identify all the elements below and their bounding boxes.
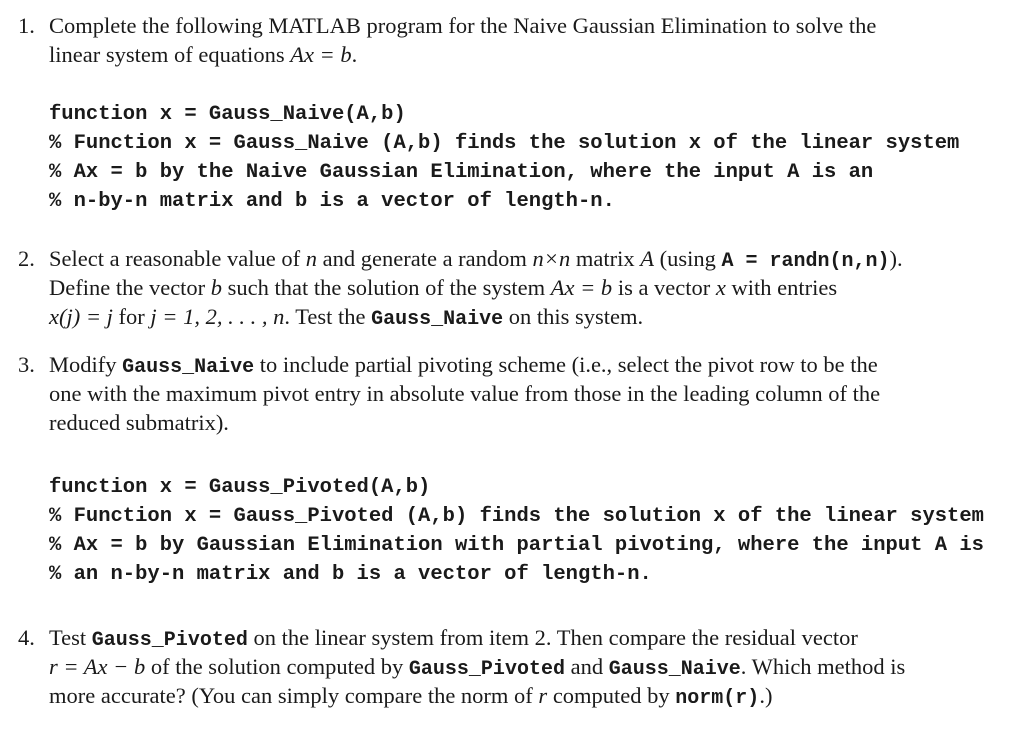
- item-2-line-3: x(j) = j for j = 1, 2, . . . , n. Test the Gauss_Naive on this system.: [49, 304, 644, 331]
- code-line: function x = Gauss_Pivoted(A,b): [49, 476, 431, 499]
- code-line: % an n-by-n matrix and b is a vector of length-n.: [49, 563, 652, 586]
- item-1-line-1: Complete the following MATLAB program for the Naive Gaussian Elimination to solve the: [49, 13, 877, 38]
- item-1-line-2: linear system of equations Ax = b.: [49, 42, 358, 67]
- item-4-line-3: more accurate? (You can simply compare the norm of r computed by norm(r).): [49, 683, 773, 710]
- item-2-line-2: Define the vector b such that the solution of the system Ax = b is a vector x with entries: [49, 275, 838, 300]
- item-4-line-1: Test Gauss_Pivoted on the linear system from item 2. Then compare the residual vector: [49, 625, 858, 652]
- item-number: 1.: [18, 13, 35, 38]
- item-number: 2.: [18, 246, 35, 271]
- code-line: % Function x = Gauss_Naive (A,b) finds the solution x of the linear system: [49, 132, 960, 155]
- item-4-line-2: r = Ax − b of the solution computed by Gauss_Pivoted and Gauss_Naive. Which method is: [49, 654, 906, 681]
- code-line: % Function x = Gauss_Pivoted (A,b) finds the solution x of the linear system: [49, 505, 984, 528]
- item-3-line-3: reduced submatrix).: [49, 410, 229, 435]
- item-number: 4.: [18, 625, 35, 650]
- item-number: 3.: [18, 352, 35, 377]
- item-3-line-2: one with the maximum pivot entry in absolute value from those in the leading column of the: [49, 381, 881, 406]
- item-3-line-1: Modify Gauss_Naive to include partial pivoting scheme (i.e., select the pivot row to be the: [49, 352, 878, 379]
- code-line: % Ax = b by the Naive Gaussian Elimination, where the input A is an: [49, 161, 874, 184]
- code-line: % Ax = b by Gaussian Elimination with partial pivoting, where the input A is: [49, 534, 984, 557]
- item-2-line-1: Select a reasonable value of n and generate a random n×n matrix A (using A = randn(n,n)).: [49, 246, 903, 273]
- code-line: function x = Gauss_Naive(A,b): [49, 103, 406, 126]
- code-line: % n-by-n matrix and b is a vector of length-n.: [49, 190, 615, 213]
